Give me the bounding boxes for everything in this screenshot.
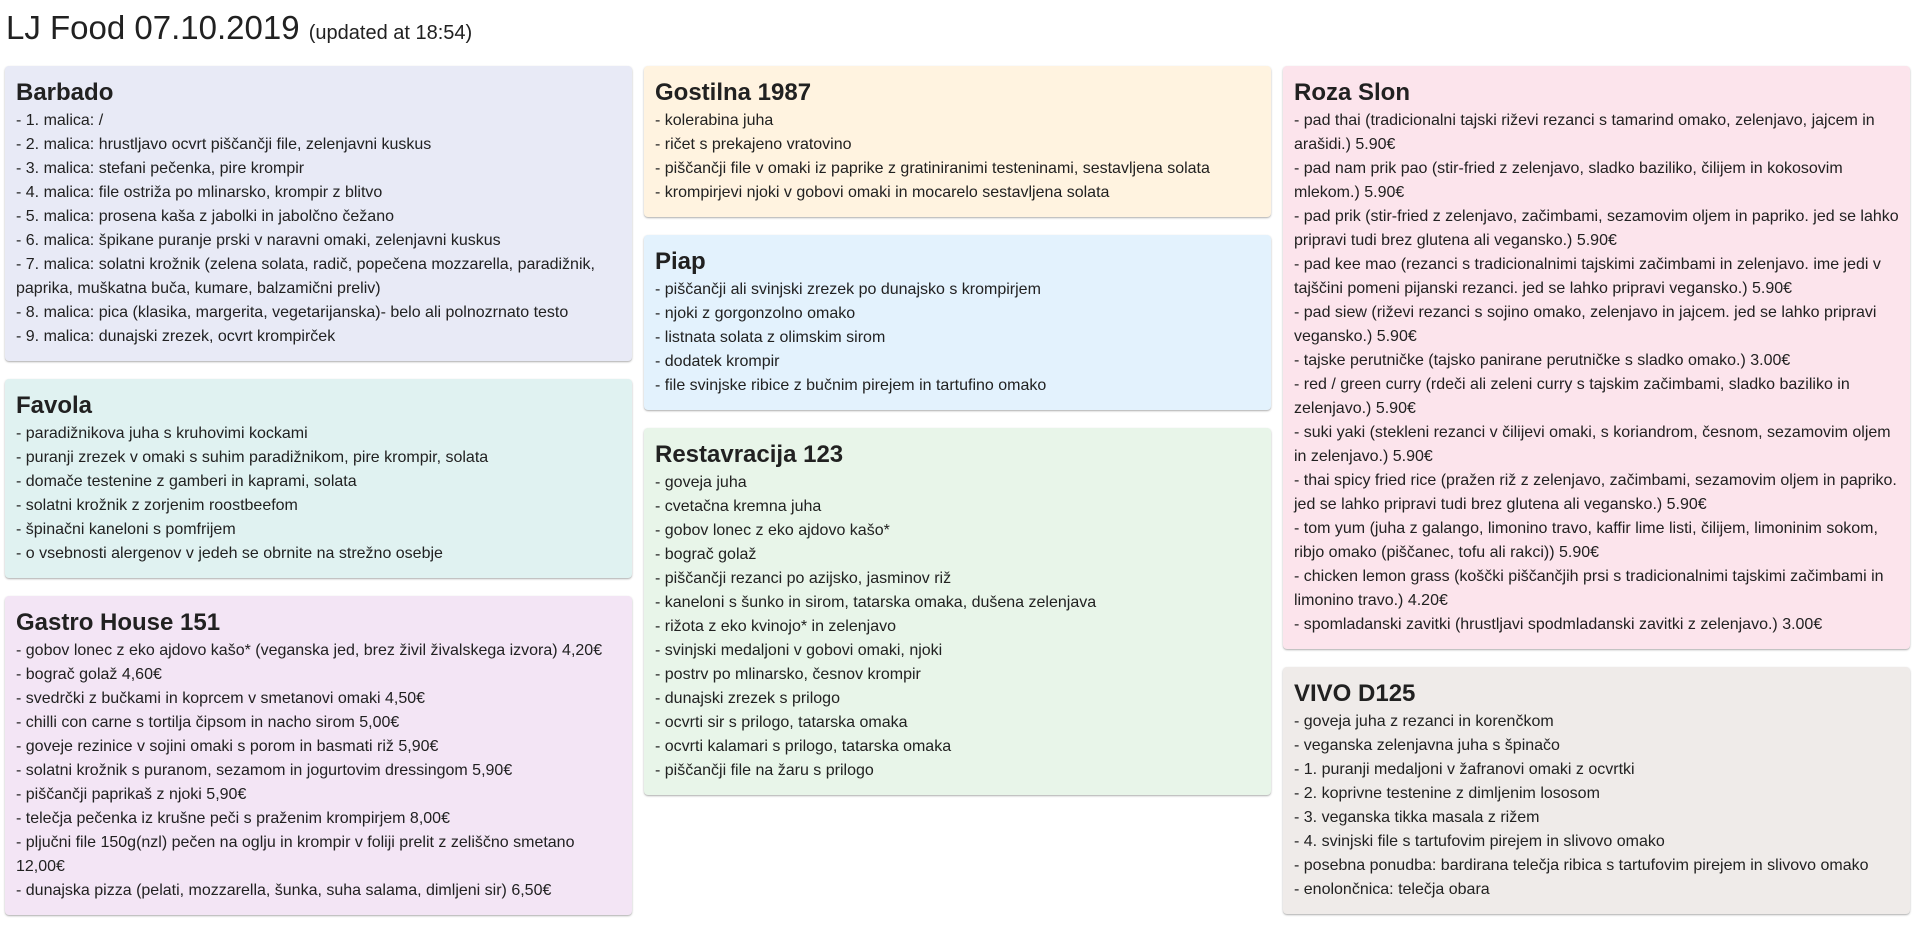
restaurant-name: Barbado bbox=[16, 79, 114, 106]
menu-item: - suki yaki (stekleni rezanci v čilijevi omaki, s koriandrom, česnom, sezamovim oljem in zelenjavo.) 5.90€ bbox=[1294, 424, 1891, 465]
restaurant-name: Gastro House 151 bbox=[16, 609, 221, 636]
restaurant-card-piap bbox=[644, 235, 1271, 410]
restaurant-name: Gostilna 1987 bbox=[655, 79, 812, 106]
menu-list bbox=[16, 109, 621, 349]
menu-item: - pad kee mao (rezanci s tradicionalnimi tajskimi začimbami in zelenjavo. ime jedi v tajščini pomeni pijanski rezanci. jed se lahko pripravi vegansko.) 5.90€ bbox=[1294, 256, 1881, 297]
menu-item: - enolončnica: telečja obara bbox=[1294, 881, 1490, 898]
menu-item: - goveja juha z rezanci in korenčkom bbox=[1294, 713, 1554, 730]
menu-item: - thai spicy fried rice (pražen riž z zelenjavo, začimbami, sezamovim oljem in papriko. jed se lahko pripravi tudi brez glutena ali vegansko.) 5.90€ bbox=[1294, 472, 1897, 513]
menu-item: - tom yum (juha z galango, limonino travo, kaffir lime listi, čilijem, limoninim sokom, ribjo omako (piščanec, tofu ali rakci)) 5.90€ bbox=[1294, 520, 1878, 561]
menu-item: - kaneloni s šunko in sirom, tatarska omaka, dušena zelenjava bbox=[655, 594, 1097, 611]
page-title-text: LJ Food 07.10.2019 bbox=[6, 9, 300, 46]
menu-item: - solatni krožnik s puranom, sezamom in jogurtovim dressingom 5,90€ bbox=[16, 762, 513, 779]
column-1 bbox=[5, 66, 632, 915]
menu-item: - puranji zrezek v omaki s suhim paradižnikom, pire krompir, solata bbox=[16, 449, 489, 466]
restaurant-card-barbado bbox=[5, 66, 632, 361]
menu-item: - 2. malica: hrustljavo ocvrt piščančji file, zelenjavni kuskus bbox=[16, 136, 432, 153]
menu-item: - 3. veganska tikka masala z rižem bbox=[1294, 809, 1540, 826]
menu-list bbox=[655, 278, 1260, 398]
menu-list bbox=[1294, 109, 1899, 637]
menu-item: - file svinjske ribice z bučnim pirejem in tartufino omako bbox=[655, 377, 1047, 394]
menu-item: - špinačni kaneloni s pomfrijem bbox=[16, 521, 236, 538]
menu-item: - pljučni file 150g(nzl) pečen na oglju in krompir v foliji prelit z zeliščno smetano 12,00€ bbox=[16, 834, 575, 875]
menu-item: - ocvrti sir s prilogo, tatarska omaka bbox=[655, 714, 908, 731]
column-3 bbox=[1283, 66, 1910, 914]
menu-item: - tajske perutničke (tajsko panirane perutničke s sladko omako.) 3.00€ bbox=[1294, 352, 1791, 369]
menu-item: - 4. malica: file ostriža po mlinarsko, krompir z blitvo bbox=[16, 184, 383, 201]
menu-item: - spomladanski zavitki (hrustljavi spodmladanski zavitki z zelenjavo.) 3.00€ bbox=[1294, 616, 1823, 633]
menu-item: - 1. puranji medaljoni v žafranovi omaki z ocvrtki bbox=[1294, 761, 1635, 778]
menu-item: - chilli con carne s tortilja čipsom in nacho sirom 5,00€ bbox=[16, 714, 400, 731]
menu-item: - pad nam prik pao (stir-fried z zelenjavo, sladko baziliko, čilijem in kokosovim mlekom.) 5.90€ bbox=[1294, 160, 1843, 201]
menu-item: - veganska zelenjavna juha s špinačo bbox=[1294, 737, 1560, 754]
menu-list bbox=[655, 109, 1260, 205]
restaurant-name: VIVO D125 bbox=[1294, 680, 1416, 707]
menu-item: - kolerabina juha bbox=[655, 112, 774, 129]
restaurant-card-favola bbox=[5, 379, 632, 578]
menu-item: - pad prik (stir-fried z zelenjavo, začimbami, sezamovim oljem in papriko. jed se lahko pripravi tudi brez glutena ali vegansko.) 5.90€ bbox=[1294, 208, 1899, 249]
restaurant-card-roza-slon bbox=[1283, 66, 1910, 649]
menu-item: - krompirjevi njoki v gobovi omaki in mocarelo sestavljena solata bbox=[655, 184, 1110, 201]
menu-item: - cvetačna kremna juha bbox=[655, 498, 822, 515]
menu-item: - piščančji file na žaru s prilogo bbox=[655, 762, 874, 779]
menu-list bbox=[16, 422, 621, 566]
page-title bbox=[6, 8, 472, 53]
menu-item: - telečja pečenka iz krušne peči s praženim krompirjem 8,00€ bbox=[16, 810, 450, 827]
menu-item: - chicken lemon grass (koščki piščančjih prsi s tradicionalnimi tajskimi začimbami in limonino travo.) 4.20€ bbox=[1294, 568, 1884, 609]
restaurant-name: Roza Slon bbox=[1294, 79, 1411, 106]
menu-item: - 4. svinjski file s tartufovim pirejem in slivovo omako bbox=[1294, 833, 1665, 850]
restaurant-name: Favola bbox=[16, 392, 93, 419]
menu-item: - 8. malica: pica (klasika, margerita, vegetarijanska)- belo ali polnozrnato testo bbox=[16, 304, 569, 321]
menu-item: - goveja juha bbox=[655, 474, 747, 491]
menu-item: - postrv po mlinarsko, česnov krompir bbox=[655, 666, 921, 683]
menu-item: - domače testenine z gamberi in kaprami, solata bbox=[16, 473, 357, 490]
menu-item: - goveje rezinice v sojini omaki s porom in basmati riž 5,90€ bbox=[16, 738, 439, 755]
menu-item: - gobov lonec z eko ajdovo kašo* (veganska jed, brez živil živalskega izvora) 4,20€ bbox=[16, 642, 603, 659]
restaurant-name: Restavracija 123 bbox=[655, 441, 844, 468]
restaurant-card-gastro-house-151 bbox=[5, 596, 632, 915]
menu-item: - piščančji rezanci po azijsko, jasminov riž bbox=[655, 570, 952, 587]
menu-item: - paradižnikova juha s kruhovimi kockami bbox=[16, 425, 308, 442]
menu-item: - listnata solata z olimskim sirom bbox=[655, 329, 886, 346]
menu-item: - dodatek krompir bbox=[655, 353, 780, 370]
restaurant-card-vivo-d125 bbox=[1283, 667, 1910, 914]
menu-item: - piščančji file v omaki iz paprike z gratiniranimi testeninami, sestavljena solata bbox=[655, 160, 1210, 177]
menu-item: - piščančji ali svinjski zrezek po dunajsko s krompirjem bbox=[655, 281, 1041, 298]
menu-item: - solatni krožnik z zorjenim roostbeefom bbox=[16, 497, 298, 514]
menu-list bbox=[1294, 710, 1899, 902]
menu-item: - gobov lonec z eko ajdovo kašo* bbox=[655, 522, 890, 539]
menu-item: - 7. malica: solatni krožnik (zelena solata, radič, popečena mozzarella, paradižnik, paprika, muškatna buča, kumare, balzamični preliv) bbox=[16, 256, 595, 297]
restaurant-card-restavracija-123 bbox=[644, 428, 1271, 795]
menu-item: - ričet s prekajeno vratovino bbox=[655, 136, 852, 153]
menu-item: - 5. malica: prosena kaša z jabolki in jabolčno čežano bbox=[16, 208, 394, 225]
menu-list bbox=[655, 471, 1260, 783]
menu-item: - pad thai (tradicionalni tajski riževi rezanci s tamarind omako, zelenjavo, jajcem in arašidi.) 5.90€ bbox=[1294, 112, 1875, 153]
menu-item: - svedrčki z bučkami in koprcem v smetanovi omaki 4,50€ bbox=[16, 690, 426, 707]
menu-item: - 6. malica: špikane puranje prski v naravni omaki, zelenjavni kuskus bbox=[16, 232, 501, 249]
menu-item: - pad siew (riževi rezanci s sojino omako, zelenjavo in jajcem. jed se lahko pripravi vegansko.) 5.90€ bbox=[1294, 304, 1877, 345]
restaurant-card-gostilna-1987 bbox=[644, 66, 1271, 217]
menu-list bbox=[16, 639, 621, 903]
menu-item: - dunajska pizza (pelati, mozzarella, šunka, suha salama, dimljeni sir) 6,50€ bbox=[16, 882, 552, 899]
menu-item: - bograč golaž 4,60€ bbox=[16, 666, 162, 683]
menu-item: - ocvrti kalamari s prilogo, tatarska omaka bbox=[655, 738, 952, 755]
updated-timestamp: (updated at 18:54) bbox=[308, 22, 473, 44]
menu-item: - bograč golaž bbox=[655, 546, 757, 563]
menu-item: - rižota z eko kvinojo* in zelenjavo bbox=[655, 618, 897, 635]
restaurant-columns bbox=[5, 66, 1912, 915]
menu-item: - 3. malica: stefani pečenka, pire krompir bbox=[16, 160, 305, 177]
column-2 bbox=[644, 66, 1271, 795]
menu-item: - piščančji paprikaš z njoki 5,90€ bbox=[16, 786, 247, 803]
menu-item: - o vsebnosti alergenov v jedeh se obrnite na strežno osebje bbox=[16, 545, 443, 562]
menu-item: - 9. malica: dunajski zrezek, ocvrt krompirček bbox=[16, 328, 336, 345]
menu-item: - dunajski zrezek s prilogo bbox=[655, 690, 840, 707]
menu-item: - njoki z gorgonzolno omako bbox=[655, 305, 856, 322]
menu-item: - 2. koprivne testenine z dimljenim lososom bbox=[1294, 785, 1600, 802]
menu-item: - 1. malica: / bbox=[16, 112, 104, 129]
menu-item: - posebna ponudba: bardirana telečja ribica s tartufovim pirejem in slivovo omako bbox=[1294, 857, 1869, 874]
restaurant-name: Piap bbox=[655, 248, 706, 275]
menu-item: - red / green curry (rdeči ali zeleni curry s tajskim začimbami, sladko baziliko in zelenjavo.) 5.90€ bbox=[1294, 376, 1850, 417]
menu-item: - svinjski medaljoni v gobovi omaki, njoki bbox=[655, 642, 943, 659]
